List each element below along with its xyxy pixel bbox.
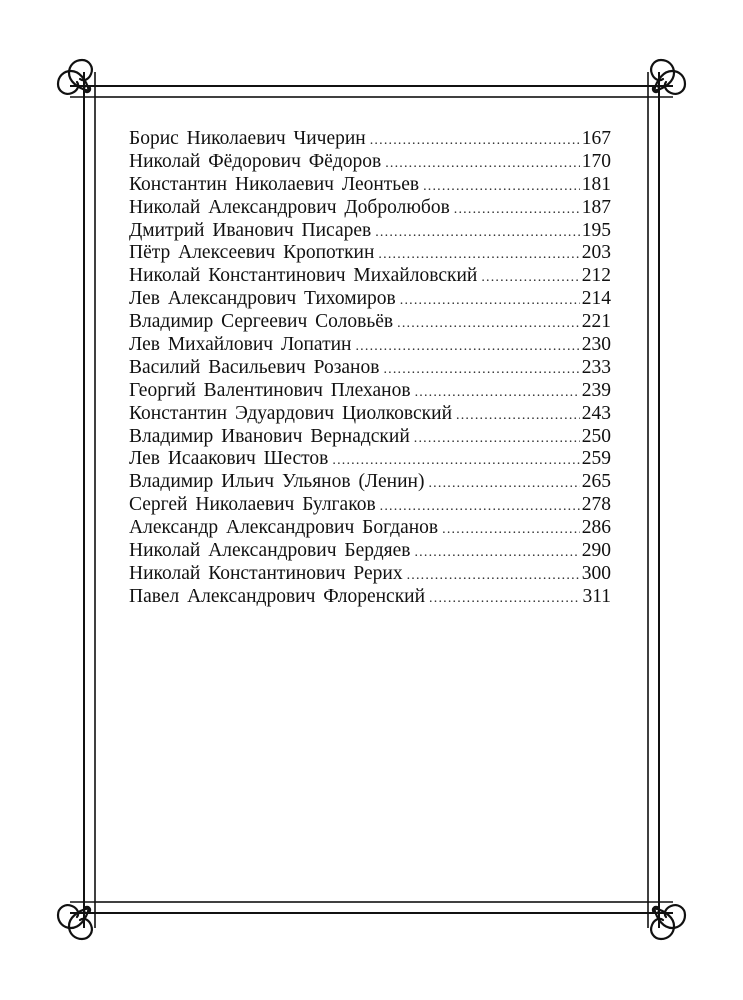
toc-entry-name: Лев Александрович Тихомиров [129,288,396,310]
toc-entry-name: Александр Александрович Богданов [129,517,439,539]
toc-dot-leader [332,450,579,473]
toc-dot-leader [415,382,580,405]
toc-entry-page: 278 [581,494,611,516]
toc-entry-page: 203 [581,242,611,264]
toc-entry-page: 221 [581,311,611,333]
toc-entry [129,151,611,174]
toc-entry-name: Лев Исаакович Шестов [129,448,329,470]
toc-dot-leader [429,588,580,611]
toc-entry-page: 212 [581,265,611,287]
toc-entry [129,517,611,540]
toc-entry-name: Лев Михайлович Лопатин [129,334,352,356]
toc-entry-name: Георгий Валентинович Плеханов [129,379,411,401]
toc-entry-name: Николай Константинович Рерих [129,562,403,584]
toc-entry-page: 239 [581,379,611,401]
toc-dot-leader [385,153,580,176]
toc-entry-page: 259 [581,448,611,470]
toc-entry-page: 311 [582,585,611,607]
toc-entry-page: 233 [581,356,611,378]
toc-entry-name: Владимир Иванович Вернадский [129,425,410,447]
toc-dot-leader [414,542,579,565]
toc-entry [129,220,611,243]
toc-dot-leader [355,336,579,359]
knot-ornament-icon [58,905,92,939]
toc-entry [129,128,611,151]
toc-entry-page: 290 [581,540,611,562]
toc-entry-page: 170 [581,150,611,172]
toc-entry-name: Дмитрий Иванович Писарев [129,219,372,241]
knot-ornament-icon [651,60,685,94]
knot-ornament-icon [651,905,685,939]
knot-ornament-icon [58,60,92,94]
toc-entry-name: Борис Николаевич Чичерин [129,128,366,149]
toc-dot-leader [400,290,580,313]
toc-entry-name: Николай Константинович Михайловский [129,265,478,287]
toc-entry [129,448,611,471]
toc-dot-leader [428,473,579,496]
toc-dot-leader [380,496,580,519]
toc-entry [129,242,611,265]
toc-dot-leader [383,359,579,382]
toc-entry-name: Василий Васильевич Розанов [129,356,380,378]
toc-dot-leader [370,130,580,153]
toc-entry-name: Николай Александрович Бердяев [129,540,411,562]
toc-entry [129,403,611,426]
toc-entry [129,265,611,288]
toc-entry-page: 243 [581,402,611,424]
toc-entry-page: 167 [581,128,611,149]
toc-entry [129,426,611,449]
toc-dot-leader [375,222,580,245]
toc-entry [129,471,611,494]
toc-entry-page: 286 [581,517,611,539]
toc-dot-leader [456,405,580,428]
toc-entry [129,563,611,586]
toc-dot-leader [378,244,579,267]
toc-entry-page: 230 [581,334,611,356]
toc-entry-page: 265 [581,471,611,493]
toc-entry [129,197,611,220]
toc-entry [129,586,611,609]
toc-dot-leader [454,199,580,222]
toc-dot-leader [407,565,580,588]
toc-entry-page: 250 [581,425,611,447]
toc-entry-name: Пётр Алексеевич Кропоткин [129,242,375,264]
toc-entry-name: Павел Александрович Флоренский [129,585,426,607]
toc-entry [129,357,611,380]
toc-dot-leader [414,428,580,451]
toc-entry [129,174,611,197]
toc-entry-page: 300 [581,562,611,584]
toc-entry-name: Николай Фёдорович Фёдоров [129,150,382,172]
toc-entry-page: 195 [581,219,611,241]
toc-entry-page: 187 [581,196,611,218]
toc-entry-name: Константин Эдуардович Циолковский [129,402,453,424]
toc-dot-leader [442,519,580,542]
toc-entry-name: Владимир Сергеевич Соловьёв [129,311,394,333]
toc-entry-name: Владимир Ильич Ульянов (Ленин) [129,471,425,493]
toc-entry [129,540,611,563]
toc-entry-name: Николай Александрович Добролюбов [129,196,450,218]
toc-entry-name: Сергей Николаевич Булгаков [129,494,376,516]
toc-entry [129,334,611,357]
toc-dot-leader [423,176,580,199]
toc-entry [129,380,611,403]
toc-entry [129,494,611,517]
toc-dot-leader [481,267,579,290]
toc-entry-page: 214 [581,288,611,310]
toc-entry-page: 181 [581,173,611,195]
toc-dot-leader [397,313,580,336]
toc-entry-name: Константин Николаевич Леонтьев [129,173,420,195]
table-of-contents [129,128,611,609]
toc-entry [129,311,611,334]
toc-entry [129,288,611,311]
